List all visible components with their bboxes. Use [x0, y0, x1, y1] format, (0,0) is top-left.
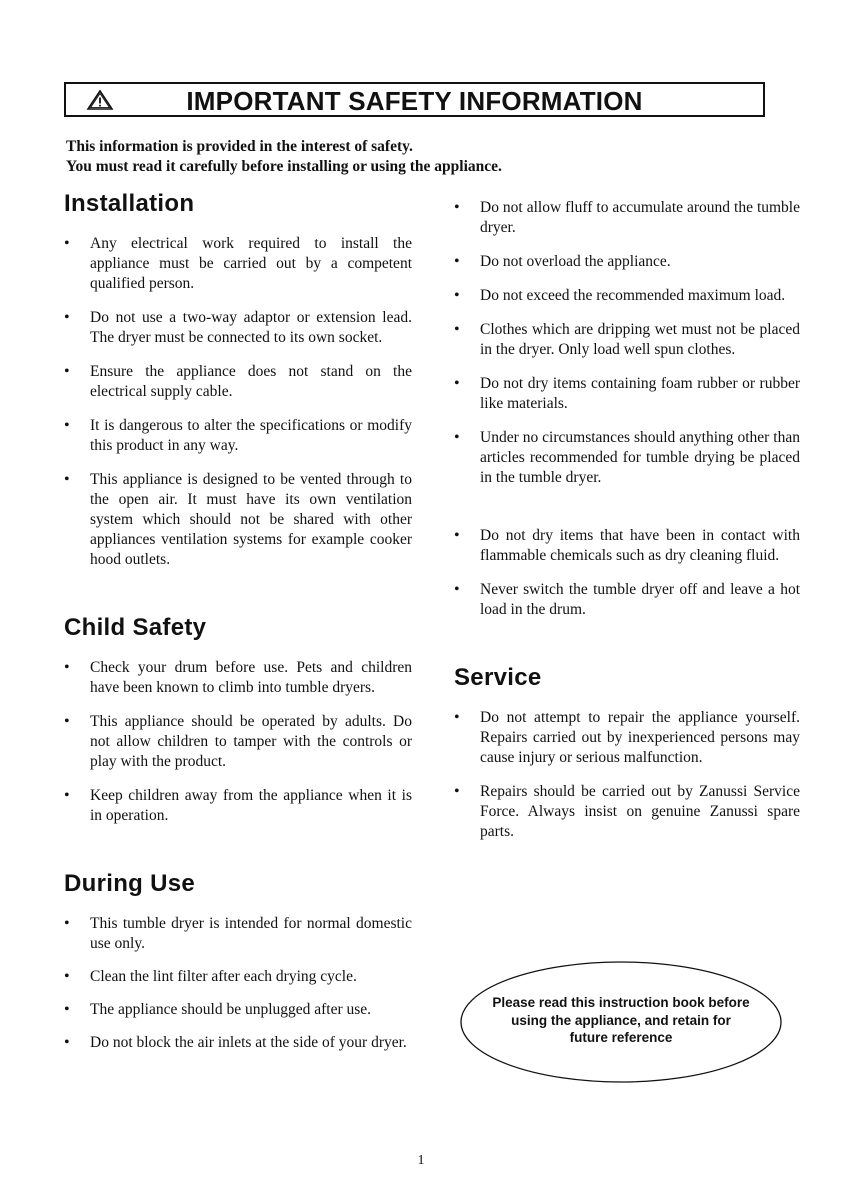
installation-heading: Installation	[64, 190, 195, 217]
list-item: • Do not block the air inlets at the side of your dryer.	[64, 1033, 412, 1053]
list-item: • This tumble dryer is intended for normal domestic use only.	[64, 914, 412, 954]
list-item: • Never switch the tumble dryer off and leave a hot load in the drum.	[454, 580, 800, 620]
service-list	[454, 708, 800, 842]
list-item: • This appliance is designed to be vented through to the open air. It must have its own ventilation system which should not be shared with other appliances ventilation systems for example cooker hood outlets.	[64, 470, 412, 570]
list-item: • Do not dry items that have been in contact with flammable chemicals such as dry cleaning fluid.	[454, 526, 800, 566]
page-title: IMPORTANT SAFETY INFORMATION	[186, 86, 643, 116]
note-line-3: future reference	[569, 1030, 673, 1045]
list-item: • Repairs should be carried out by Zanussi Service Force. Always insist on genuine Zanussi spare parts.	[454, 782, 800, 842]
list-item: • Under no circumstances should anything other than articles recommended for tumble drying be placed in the tumble dryer.	[454, 428, 800, 488]
child-safety-list	[64, 658, 412, 826]
list-item: • Do not dry items containing foam rubber or rubber like materials.	[454, 374, 800, 414]
note-line-2: using the appliance, and retain for	[511, 1012, 731, 1028]
during-use-heading: During Use	[64, 870, 196, 897]
list-item: • Do not use a two-way adaptor or extension lead. The dryer must be connected to its own socket.	[64, 308, 412, 348]
service-heading: Service	[454, 664, 542, 691]
installation-section	[64, 190, 412, 570]
list-item: • The appliance should be unplugged after use.	[64, 1000, 412, 1020]
reference-note-text	[456, 994, 786, 1047]
list-item: • Check your drum before use. Pets and children have been known to climb into tumble dryers.	[64, 658, 412, 698]
list-item: • Ensure the appliance does not stand on the electrical supply cable.	[64, 362, 412, 402]
during-use-continued-list	[454, 198, 800, 620]
installation-list	[64, 234, 412, 570]
right-column	[454, 198, 800, 856]
list-item: • Do not attempt to repair the appliance yourself. Repairs carried out by inexperienced persons may cause injury or serious malfunction.	[454, 708, 800, 768]
reference-note-oval	[456, 958, 786, 1086]
intro-line-2: You must read it carefully before installing or using the appliance.	[66, 158, 502, 175]
child-safety-section	[64, 614, 412, 826]
intro-text	[66, 137, 766, 177]
list-item: • Any electrical work required to install the appliance must be carried out by a competent qualified person.	[64, 234, 412, 294]
list-item: • This appliance should be operated by adults. Do not allow children to tamper with the controls or play with the product.	[64, 712, 412, 772]
list-item: • Clothes which are dripping wet must not be placed in the dryer. Only load well spun clothes.	[454, 320, 800, 360]
left-column	[64, 190, 412, 1066]
service-section	[454, 664, 800, 842]
child-safety-heading: Child Safety	[64, 614, 207, 641]
page-number: 1	[417, 1153, 425, 1168]
list-item: • Do not exceed the recommended maximum load.	[454, 286, 800, 306]
list-item: • Do not allow fluff to accumulate around the tumble dryer.	[454, 198, 800, 238]
list-item: • It is dangerous to alter the specifications or modify this product in any way.	[64, 416, 412, 456]
intro-line-1: This information is provided in the interest of safety.	[66, 138, 413, 155]
during-use-list	[64, 914, 412, 1053]
safety-title-box	[64, 82, 765, 117]
list-item: • Do not overload the appliance.	[454, 252, 800, 272]
during-use-section	[64, 870, 412, 1053]
note-line-1: Please read this instruction book before	[492, 995, 750, 1010]
list-item: • Clean the lint filter after each drying cycle.	[64, 967, 412, 987]
list-item: • Keep children away from the appliance when it is in operation.	[64, 786, 412, 826]
